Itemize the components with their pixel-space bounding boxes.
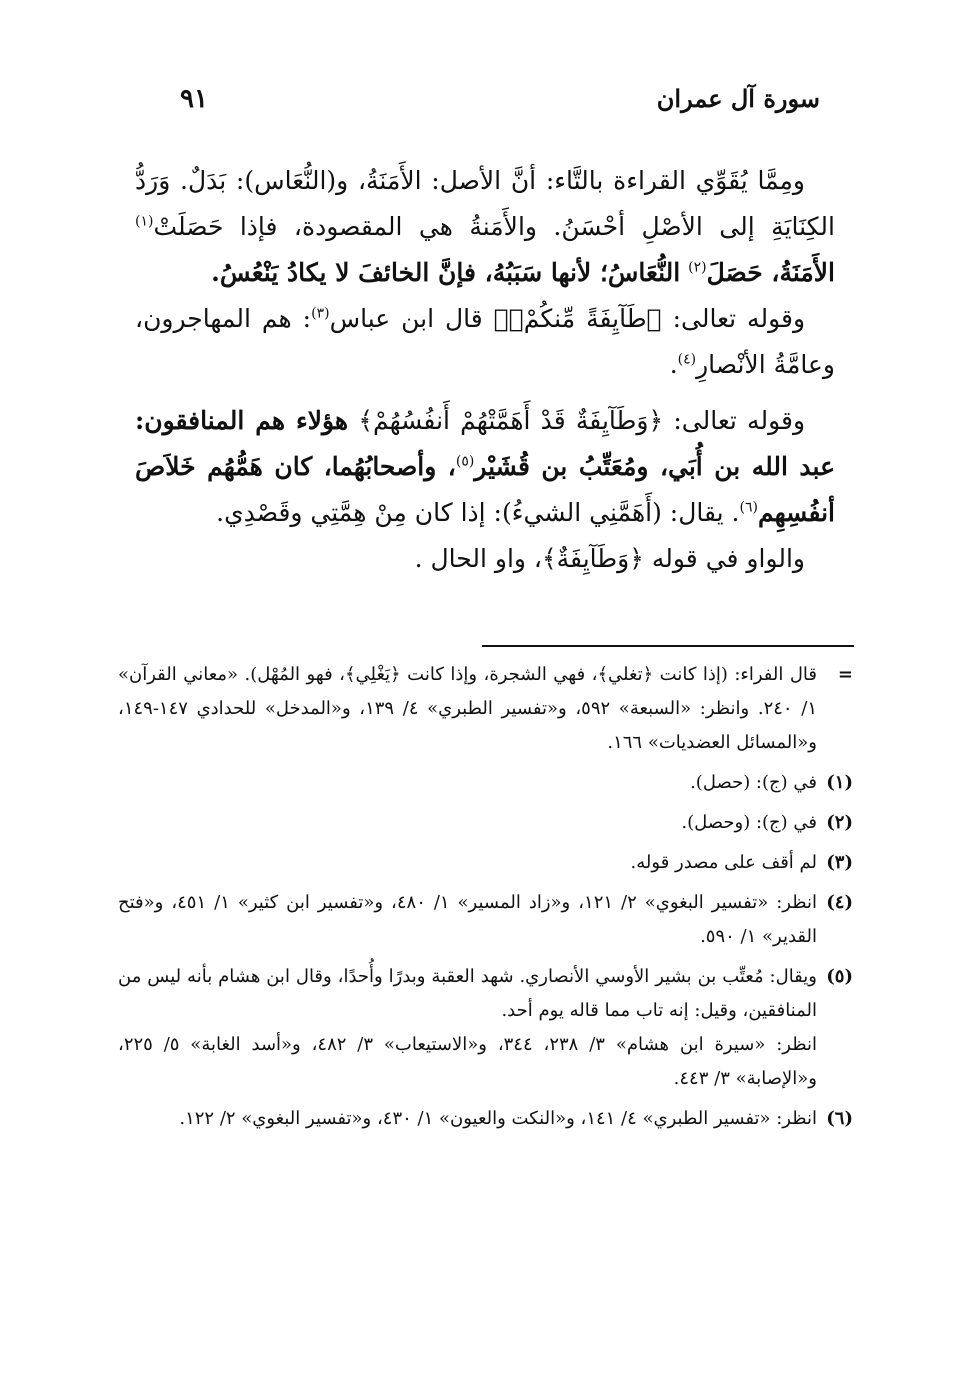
- footnote-ref-5: (٥): [455, 453, 475, 470]
- paragraph-text: النُّعَاسُ؛ لأنها سَبَبُهُ، فإنَّ الخائفَ لا يكادُ يَنْعُسُ.: [211, 258, 681, 287]
- footnote-3: [118, 846, 853, 880]
- paragraph-1: [135, 158, 835, 296]
- paragraph-text: : هم المهاجرون، وعامَّةُ الأنْصارِ: [135, 304, 835, 379]
- footnote-ref-3: (٣): [311, 305, 330, 322]
- footnote-text: في (ج): (وحصل).: [681, 812, 817, 833]
- paragraph-text: ، واو الحال .: [414, 544, 542, 573]
- paragraph-4: [135, 536, 835, 582]
- footnote-number: (٤): [826, 892, 853, 913]
- quran-quote: ﴿وَطَآيِفَةٌ قَدْ أَهَمَّتْهُمْ أَنفُسُهُمْ﴾: [358, 406, 664, 435]
- footnote-ref-2: (٢): [688, 259, 707, 276]
- footnote-ref-4: (٤): [677, 351, 697, 368]
- footnote-text-block: [118, 960, 817, 1096]
- footnotes: [118, 658, 853, 1142]
- paragraph-text: . يقال: (أَهَمَّنِي الشيءُ): إذا كان مِنْ هِمَّتِي وقَصْدِي.: [216, 498, 740, 527]
- footnote-text: ويقال: مُعتِّب بن بشير الأوسي الأنصاري. شهد العقبة وبدرًا وأُحدًا، وقال ابن هشام بأنه ليس من المنافقين، وقيل: إنه تاب مما قاله يوم أحد.: [118, 966, 817, 1021]
- footnote-number: (٣): [826, 852, 853, 873]
- footnote-number: (١): [826, 772, 853, 793]
- footnote-number: =: [837, 664, 853, 685]
- footnote-text: انظر: «تفسير الطبري» ٤/ ١٤١، و«النكت والعيون» ١/ ٤٣٠، و«تفسير البغوي» ٢/ ١٢٢.: [179, 1108, 817, 1129]
- footnote-5: [118, 960, 853, 1096]
- footnote-2: [118, 806, 853, 840]
- paragraph-text: قال ابن عباس: [329, 304, 483, 333]
- footnote-text: انظر: «سيرة ابن هشام» ٣/ ٢٣٨، ٣٤٤، و«الاستيعاب» ٣/ ٤٨٢، و«أسد الغابة» ٥/ ٢٢٥، و«الإصابة» ٣/ ٤٤٣.: [118, 1034, 818, 1089]
- footnote-text: في (ج): (حصل).: [690, 772, 817, 793]
- paragraph-text: الأَمَنَةُ، حَصَلَ: [706, 258, 835, 287]
- footnote-1: [118, 766, 853, 800]
- page-number: ٩١: [180, 84, 208, 114]
- footnote-number: (٥): [826, 966, 853, 987]
- footnote-number: (٢): [826, 812, 853, 833]
- page-header: [170, 84, 820, 124]
- footnote-text: لم أقف على مصدر قوله.: [630, 852, 817, 873]
- quran-quote: ﴿طَآيِفَةً مِّنكُمْۖ﴾: [493, 304, 662, 333]
- paragraph-text: هؤلاء هم المنافقون: عبد الله بن أُبَي، ومُعَتِّبُ بن قُشَيْر: [135, 406, 835, 481]
- surah-title: سورة آل عمران: [656, 84, 820, 113]
- footnote-number: (٦): [826, 1108, 853, 1129]
- footnote-ref-1: (١): [135, 213, 154, 230]
- footnote-text: قال الفراء: (إذا كانت ﴿تغلي﴾، فهي الشجرة، وإذا كانت ﴿يَغْلِي﴾، فهو المُهْل). «معاني القرآن» ١/ ٢٤٠. وانظر: «السبعة» ٥٩٢، و«تفسير الطبري» ٤/ ١٣٩، و«المدخل» للحدادي ١٤٧-١٤٩، و«المسائل العضديات» ١٦٦.: [118, 664, 817, 753]
- paragraph-text: وقوله تعالى:: [673, 406, 806, 435]
- main-text: [135, 158, 835, 582]
- footnote-text: انظر: «تفسير البغوي» ٢/ ١٢١، و«زاد المسير» ١/ ٤٨٠، و«تفسير ابن كثير» ١/ ٤٥١، و«فتح القدير» ١/ ٥٩٠.: [118, 892, 817, 947]
- footnote-4: [118, 886, 853, 954]
- footnote-continuation: [118, 658, 853, 760]
- quran-quote: ﴿وَطَآيِفَةٌ﴾: [542, 544, 644, 573]
- footnote-6: [118, 1102, 853, 1136]
- paragraph-text: .: [669, 350, 678, 379]
- paragraph-text: ، وأصحابُهُما، كان هَمُّهُم خَلاَصَ أنفُسِهِم: [135, 452, 835, 527]
- paragraph-3: [135, 398, 835, 536]
- paragraph-text: والواو في قوله: [651, 544, 805, 573]
- paragraph-2: [135, 296, 835, 388]
- paragraph-text: وقوله تعالى:: [672, 304, 806, 333]
- footnote-divider: [482, 645, 854, 647]
- footnote-ref-6: (٦): [739, 499, 758, 516]
- paragraph-text: ومِمَّا يُقَوِّي القراءة بالتَّاء: أنَّ الأصل: الأَمَنَةُ، و(النُّعَاس): بَدَلٌ. وَرَدُّ الكِنَايَةِ إلى الأصْلِ أحْسَنُ. والأَمَنةُ هي المقصودة، فإذا حَصَلَتْ: [135, 166, 835, 241]
